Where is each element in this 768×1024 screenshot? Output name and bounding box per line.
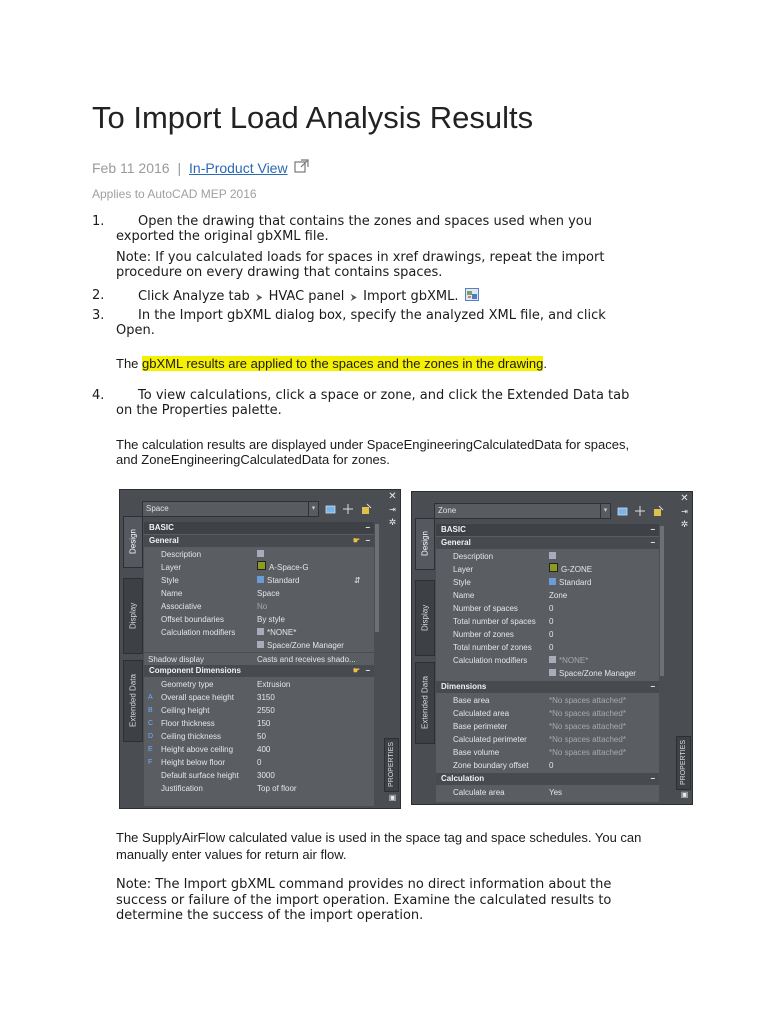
tab-display[interactable]: Display [415, 580, 435, 656]
palette-title-label: PROPERTIES [384, 738, 399, 792]
paragraph-line: The SupplyAirFlow calculated value is used in the space tag and space schedules. You can [116, 830, 642, 845]
category-header[interactable]: BASIC − [144, 522, 374, 534]
note-line: success or failure of the import operation. Examine the calculated results to [116, 892, 612, 908]
property-row[interactable]: Calculation modifiers *NONE* [453, 656, 589, 665]
property-row[interactable]: Total number of spaces 0 [453, 617, 554, 626]
paragraph-line: manually enter values for return air flow. [116, 847, 347, 862]
property-row[interactable]: Offset boundaries By style [161, 615, 286, 624]
property-row[interactable]: Base area *No spaces attached* [453, 696, 626, 705]
group-header[interactable]: Component Dimensions ☛ − [144, 665, 374, 677]
highlighted-text: gbXML results are applied to the spaces and the zones in the drawing [142, 356, 544, 371]
group-header[interactable]: Calculation − [436, 773, 659, 785]
property-row[interactable]: B Ceiling height 2550 [148, 706, 275, 715]
property-row[interactable]: Name Zone [453, 591, 568, 600]
paragraph-line: The calculation results are displayed under SpaceEngineeringCalculatedData for spaces, [116, 437, 630, 452]
chevron-down-icon: ▾ [600, 504, 610, 518]
property-row[interactable]: Description [144, 548, 374, 561]
property-row[interactable]: Description [436, 550, 659, 563]
step-text-continued: Open. [116, 323, 155, 338]
chevron-down-icon: ▾ [308, 502, 318, 516]
ribbon-panel-label: HVAC panel [268, 289, 345, 304]
palette-title-bar [677, 492, 692, 804]
step-2 [92, 288, 712, 304]
category-header[interactable]: BASIC − [436, 524, 659, 536]
property-row[interactable]: D Ceiling thickness 50 [148, 732, 266, 741]
property-row[interactable]: C Floor thickness 150 [148, 719, 271, 728]
result-sentence [116, 356, 547, 371]
article-meta [92, 158, 308, 176]
property-row[interactable]: Total number of zones 0 [453, 643, 554, 652]
in-product-view-link[interactable]: In-Product View [189, 160, 288, 176]
property-row[interactable]: E Height above ceiling 400 [148, 745, 271, 754]
meta-separator: | [177, 160, 182, 176]
xref-note [116, 250, 604, 280]
select-objects-icon[interactable] [617, 505, 629, 517]
step-text: In the Import gbXML dialog box, specify the analyzed XML file, and click [138, 308, 606, 323]
page-title: To Import Load Analysis Results [92, 100, 534, 135]
palette-title-bar [385, 490, 400, 808]
close-icon[interactable]: ✕ [680, 493, 689, 504]
note-line: Note: The Import gbXML command provides no direct information about the [116, 877, 612, 892]
layer-color-icon [257, 561, 266, 570]
property-row[interactable]: F Height below floor 0 [148, 758, 262, 767]
step-number: 3. [92, 308, 105, 323]
path-separator: ⮞ [350, 293, 358, 303]
step-number: 4. [92, 388, 105, 403]
result-text: The [116, 356, 143, 371]
property-row[interactable]: Base perimeter *No spaces attached* [453, 722, 626, 731]
scrollbar[interactable] [375, 524, 379, 632]
property-row[interactable]: Geometry type Extrusion [161, 680, 291, 689]
import-note [116, 877, 611, 924]
property-row[interactable]: Associative No [161, 602, 268, 611]
group-header[interactable]: General − [436, 537, 659, 549]
auto-hide-icon[interactable]: ⇥ [389, 505, 396, 514]
step-text: To view calculations, click a space or zone, and click the Extended Data tab [138, 388, 630, 403]
palette-menu-icon[interactable]: ▣ [388, 793, 397, 802]
palette-menu-icon[interactable]: ▣ [680, 790, 689, 799]
property-row[interactable]: Default surface height 3000 [161, 771, 275, 780]
step-1 [92, 214, 712, 246]
property-row[interactable]: Zone boundary offset 0 [453, 761, 554, 770]
tab-display[interactable]: Display [123, 578, 143, 654]
zone-properties-palette [411, 491, 693, 805]
select-value: Space [146, 504, 169, 513]
property-row[interactable]: Calculated area *No spaces attached* [453, 709, 626, 718]
select-objects-icon[interactable] [325, 503, 337, 515]
property-row[interactable]: A Overall space height 3150 [148, 693, 275, 702]
note-line: procedure on every drawing that contains spaces. [116, 265, 443, 280]
auto-hide-icon[interactable]: ⇥ [681, 507, 688, 516]
import-gbxml-icon [465, 288, 479, 301]
space-properties-palette [119, 489, 401, 809]
step-4 [92, 388, 712, 420]
scrollbar[interactable] [660, 526, 664, 676]
supply-air-flow-text [116, 829, 641, 863]
select-value: Zone [438, 506, 457, 515]
property-row[interactable]: Name Space [161, 589, 280, 598]
command-label: Import gbXML. [363, 289, 459, 304]
property-row[interactable]: Layer G-ZONE [453, 565, 593, 574]
ribbon-tab-label: Click Analyze tab [138, 289, 250, 304]
quick-select-icon[interactable] [360, 503, 372, 515]
step-text: Open the drawing that contains the zones and spaces used when you [138, 214, 592, 229]
step-text-continued: exported the original gbXML file. [116, 229, 329, 244]
tab-design[interactable]: Design [415, 518, 435, 570]
pick-icon[interactable] [342, 503, 354, 515]
property-row[interactable]: Style Standard [453, 578, 592, 587]
paragraph-line: and ZoneEngineeringCalculatedData for zones. [116, 452, 390, 467]
external-link-icon[interactable] [294, 158, 308, 172]
property-row[interactable]: Style Standard ⇵ [161, 576, 361, 585]
quick-select-icon[interactable] [652, 505, 664, 517]
property-row[interactable]: Layer A-Space-G [161, 563, 309, 572]
step-number: 1. [92, 214, 105, 229]
result-text: . [543, 356, 547, 371]
property-row[interactable]: Calculate area Yes [453, 788, 563, 797]
pick-icon[interactable] [634, 505, 646, 517]
group-header[interactable]: Dimensions − [436, 681, 659, 693]
note-line: determine the success of the import operation. [116, 908, 424, 923]
property-grid [144, 522, 374, 806]
palette-settings-icon[interactable]: ✲ [388, 517, 397, 527]
step-3 [92, 308, 712, 340]
property-row[interactable]: Shadow display Casts and receives shado... [144, 652, 374, 666]
style-icon [549, 578, 556, 585]
group-header[interactable]: General ☛ − [144, 535, 374, 547]
property-row[interactable]: Justification Top of floor [161, 784, 297, 793]
publish-date: Feb 11 2016 [92, 160, 170, 176]
property-row[interactable]: Number of spaces 0 [453, 604, 554, 613]
property-row[interactable]: Number of zones 0 [453, 630, 554, 639]
style-icon [257, 576, 264, 583]
step-text-continued: on the Properties palette. [116, 403, 282, 418]
property-row[interactable]: Calculation modifiers *NONE* [161, 628, 297, 637]
tab-design[interactable]: Design [123, 516, 143, 568]
palette-tab-strip [412, 492, 436, 804]
palette-settings-icon[interactable]: ✲ [680, 519, 689, 529]
tab-extended-data[interactable]: Extended Data [415, 662, 435, 744]
property-row[interactable]: Base volume *No spaces attached* [453, 748, 626, 757]
applies-to: Applies to AutoCAD MEP 2016 [92, 187, 257, 201]
step-text [138, 288, 479, 306]
palette-tab-strip [120, 490, 144, 808]
close-icon[interactable]: ✕ [388, 491, 397, 502]
property-row[interactable]: Space/Zone Manager [144, 639, 374, 652]
layer-color-icon [549, 563, 558, 572]
palette-title-label: PROPERTIES [676, 736, 691, 790]
property-grid [436, 524, 659, 802]
step-number: 2. [92, 288, 105, 303]
object-type-select[interactable] [142, 501, 319, 517]
calculation-results-text [116, 437, 629, 467]
property-row[interactable]: Space/Zone Manager [436, 667, 659, 680]
path-separator: ⮞ [255, 293, 263, 303]
tab-extended-data[interactable]: Extended Data [123, 660, 143, 742]
property-row[interactable]: Calculated perimeter *No spaces attached* [453, 735, 626, 744]
note-line: Note: If you calculated loads for spaces in xref drawings, repeat the import [116, 250, 605, 265]
object-type-select[interactable] [434, 503, 611, 519]
